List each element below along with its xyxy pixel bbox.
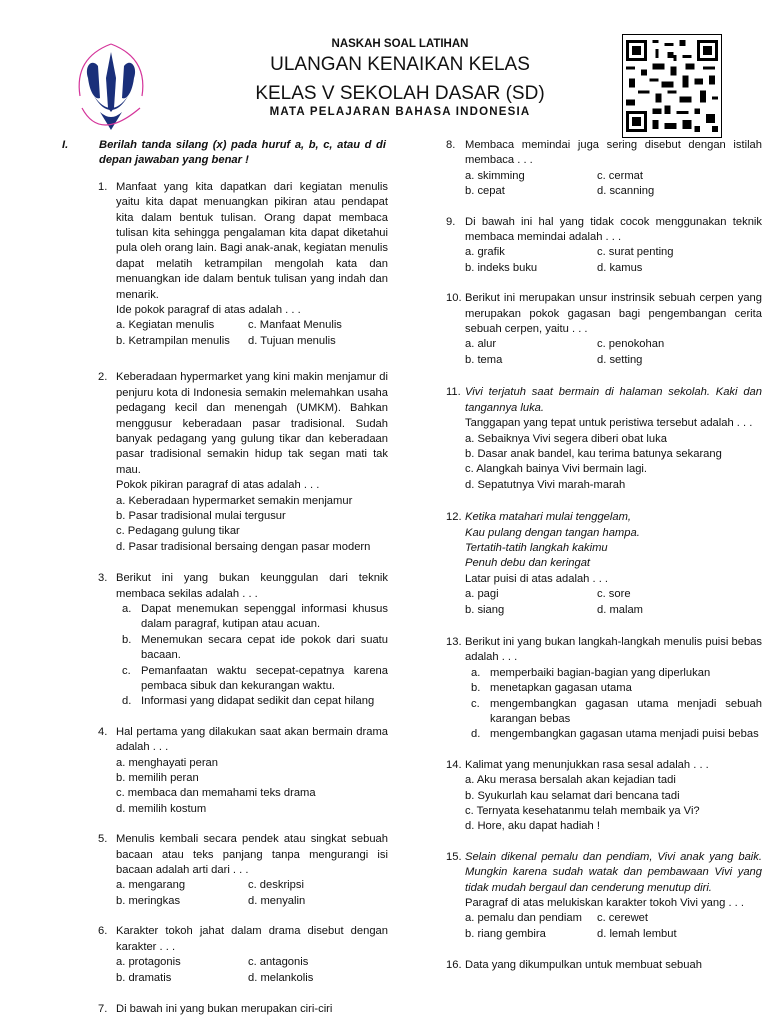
- option-d[interactable]: d. Hore, aku dapat hadiah !: [465, 820, 600, 833]
- question-quote: Selain dikenal pemalu dan pendiam, Vivi anak yang baik. Mungkin karena sudah watak dan pembawaan Vivi yang tidak mudah bergaul dan cenderung menutup diri.: [465, 850, 762, 894]
- option-d[interactable]: d. lemah lembut: [597, 927, 677, 940]
- option-a[interactable]: a. Kegiatan menulis: [116, 319, 215, 332]
- subject-title: MATA PELAJARAN BAHASA INDONESIA: [269, 106, 531, 118]
- title-ulangan: ULANGAN KENAIKAN KELAS: [270, 54, 530, 75]
- question-stem: Berikut ini yang bukan langkah-langkah menulis puisi bebas adalah . . .: [465, 635, 762, 664]
- question-16: [446, 958, 762, 973]
- option-d[interactable]: d. Sepatutnya Vivi marah-marah: [465, 478, 626, 491]
- question-stem: Data yang dikumpulkan untuk membuat sebuah: [465, 959, 702, 972]
- question-number: 4.: [98, 725, 108, 738]
- question-number: 1.: [98, 180, 108, 193]
- option-a[interactable]: a. alur: [465, 338, 497, 351]
- option-text: menetapkan gagasan utama: [490, 682, 632, 695]
- question-number: 3.: [98, 572, 108, 585]
- naskah-label: NASKAH SOAL LATIHAN: [331, 38, 469, 50]
- option-a[interactable]: a. skimming: [465, 169, 525, 182]
- option-b[interactable]: b. tema: [465, 353, 503, 366]
- question-prompt: Ide pokok paragraf di atas adalah . . .: [116, 304, 301, 317]
- option-text: Informasi yang didapat sedikit dan cepat hilang: [141, 695, 375, 708]
- question-1: [98, 180, 388, 349]
- option-letter: c.: [471, 697, 480, 710]
- option-letter: c.: [122, 664, 131, 677]
- question-13: [446, 635, 762, 743]
- question-number: 14.: [446, 758, 462, 771]
- question-number: 10.: [446, 292, 462, 305]
- question-number: 5.: [98, 833, 108, 846]
- instruction-text: Berilah tanda silang (x) pada huruf a, b, c, atau d di depan jawaban yang benar !: [99, 139, 386, 167]
- option-b[interactable]: [116, 633, 388, 664]
- option-a[interactable]: a. Keberadaan hypermarket semakin menjamur: [116, 494, 353, 507]
- option-c[interactable]: c. sore: [597, 588, 631, 601]
- option-c[interactable]: [465, 697, 762, 728]
- question-stem: Di bawah ini hal yang tidak cocok menggunakan teknik membaca memindai adalah . . .: [465, 215, 762, 244]
- question-prompt: Latar puisi di atas adalah . . .: [465, 572, 609, 585]
- option-c[interactable]: c. deskripsi: [248, 879, 304, 892]
- option-letter: b.: [471, 682, 481, 695]
- option-b[interactable]: b. cepat: [465, 185, 505, 198]
- option-b[interactable]: b. Syukurlah kau selamat dari bencana tadi: [465, 789, 680, 802]
- question-stem: Hal pertama yang dilakukan saat akan bermain drama adalah . . .: [116, 725, 388, 754]
- question-15: [446, 850, 762, 942]
- question-stem: Kalimat yang menunjukkan rasa sesal adalah . . .: [465, 758, 709, 771]
- question-2: [98, 370, 388, 555]
- option-d[interactable]: d. menyalin: [248, 894, 306, 907]
- option-a[interactable]: a. Aku merasa bersalah akan kejadian tadi: [465, 774, 676, 787]
- poem-line: Penuh debu dan keringat: [465, 557, 591, 570]
- question-number: 9.: [446, 215, 456, 228]
- question-3: [98, 571, 388, 710]
- option-d[interactable]: [116, 694, 388, 709]
- question-stem: Di bawah ini yang bukan merupakan ciri-ciri: [116, 1002, 333, 1015]
- poem-line: Ketika matahari mulai tenggelam,: [465, 511, 632, 524]
- question-stem: Manfaat yang kita dapatkan dari kegiatan menulis yaitu kita dapat menuangkan pikiran atau pendapat kita dalam bentuk tulisan. Orang dapat membaca tulisan kita sehingga pengalaman kita dapat diketahui pula oleh orang lain. Bagi anak-anak, kegiatan menulis dapat melatih ketrampilan mengolah kata dan menuangkan ide dalam bentuk tulisan yang indah dan menarik.: [116, 180, 388, 301]
- option-a[interactable]: a. mengarang: [116, 879, 186, 892]
- question-number: 2.: [98, 371, 108, 384]
- question-number: 6.: [98, 925, 108, 938]
- option-a[interactable]: [116, 602, 388, 633]
- option-b[interactable]: b. meringkas: [116, 894, 181, 907]
- option-b[interactable]: b. siang: [465, 603, 505, 616]
- option-text: mengembangkan gagasan utama menjadi puisi bebas: [490, 728, 759, 741]
- question-stem: Menulis kembali secara pendek atau singkat sebuah bacaan atau teks panjang tanpa mengurangi isi bacaan adalah arti dari . . .: [116, 833, 388, 877]
- option-letter: a.: [122, 602, 132, 615]
- option-letter: d.: [471, 728, 481, 741]
- option-c[interactable]: c. Alangkah bainya Vivi bermain lagi.: [465, 463, 648, 476]
- left-column: [62, 138, 388, 1032]
- option-c[interactable]: c. surat penting: [597, 246, 674, 259]
- option-text: Menemukan secara cepat ide pokok dari suatu bacaan.: [141, 633, 388, 662]
- poem-line: Kau pulang dengan tangan hampa.: [465, 526, 640, 539]
- question-9: [446, 215, 762, 277]
- question-6: [98, 924, 388, 986]
- option-d[interactable]: d. kamus: [597, 261, 643, 274]
- question-stem: Membaca memindai juga sering disebut dengan istilah membaca . . .: [465, 139, 762, 167]
- option-b[interactable]: b. Ketrampilan menulis: [116, 334, 230, 347]
- question-10: [446, 291, 762, 368]
- option-text: Dapat menemukan sepenggal informasi khusus dalam paragraf, kutipan atau acuan.: [141, 602, 388, 631]
- option-c[interactable]: c. Ternyata kesehatanmu telah membaik ya Vi?: [465, 805, 700, 818]
- option-d[interactable]: d. Tujuan menulis: [248, 334, 336, 347]
- question-number: 15.: [446, 850, 462, 863]
- option-text: mengembangkan gagasan utama menjadi sebuah karangan bebas: [490, 697, 762, 725]
- option-a[interactable]: [465, 666, 762, 681]
- option-b[interactable]: b. indeks buku: [465, 261, 538, 274]
- question-14: [446, 758, 762, 835]
- question-5: [98, 832, 388, 909]
- option-a[interactable]: a. Sebaiknya Vivi segera diberi obat luka: [465, 432, 667, 445]
- option-a[interactable]: a. menghayati peran: [116, 756, 218, 769]
- option-a[interactable]: a. pemalu dan pendiam: [465, 912, 582, 925]
- option-letter: b.: [122, 633, 132, 646]
- option-b[interactable]: [465, 681, 762, 696]
- question-quote: Vivi terjatuh saat bermain di halaman sekolah. Kaki dan tangannya luka.: [465, 386, 762, 414]
- title-kelas: KELAS V SEKOLAH DASAR (SD): [255, 83, 545, 104]
- question-12: [446, 510, 762, 618]
- instruction: [62, 138, 388, 169]
- section-roman: I.: [62, 139, 69, 151]
- question-stem: Keberadaan hypermarket yang kini makin menjamur di penjuru kota di Indonesia semakin melemahkan usaha pedagang kecil dan menengah (UMKM). Bahkan menggusur keberadaan pasar tradisional. Sudah banyak pedagang yang gulung tikar dan keberadaan pasar tradisional semakin hidup tak segan mati tak mau.: [116, 371, 388, 476]
- option-c[interactable]: c. membaca dan memahami teks drama: [116, 787, 316, 800]
- option-a[interactable]: a. protagonis: [116, 956, 181, 969]
- question-stem: Karakter tokoh jahat dalam drama disebut dengan karakter . . .: [116, 925, 388, 953]
- question-4: [98, 725, 388, 817]
- option-d[interactable]: d. Pasar tradisional bersaing dengan pasar modern: [116, 540, 371, 553]
- option-letter: a.: [471, 666, 481, 679]
- option-a[interactable]: a. pagi: [465, 588, 499, 601]
- question-number: 8.: [446, 139, 456, 151]
- question-number: 11.: [446, 386, 461, 399]
- question-prompt: Tanggapan yang tepat untuk peristiwa tersebut adalah . . .: [465, 417, 753, 430]
- option-d[interactable]: d. memilih kostum: [116, 802, 207, 815]
- question-7: [98, 1002, 388, 1017]
- option-d[interactable]: [465, 727, 762, 742]
- option-d[interactable]: d. melankolis: [248, 971, 314, 984]
- option-d[interactable]: d. scanning: [597, 185, 655, 198]
- option-c[interactable]: [116, 664, 388, 695]
- option-d[interactable]: d. malam: [597, 603, 644, 616]
- right-column: [446, 138, 762, 989]
- option-a[interactable]: a. grafik: [465, 246, 505, 259]
- option-c[interactable]: c. penokohan: [597, 338, 665, 351]
- question-stem: Berikut ini yang bukan keunggulan dari teknik membaca sekilas adalah . . .: [116, 572, 388, 600]
- question-prompt: Paragraf di atas melukiskan karakter tokoh Vivi yang . . .: [465, 897, 744, 910]
- question-8: [446, 138, 762, 200]
- question-number: 12.: [446, 511, 462, 524]
- poem-line: Tertatih-tatih langkah kakimu: [465, 541, 608, 554]
- question-number: 7.: [98, 1002, 108, 1015]
- question-number: 13.: [446, 635, 462, 648]
- question-11: [446, 385, 762, 493]
- option-c[interactable]: c. Manfaat Menulis: [248, 319, 342, 332]
- option-b[interactable]: b. Dasar anak bandel, kau terima batunya sekarang: [465, 447, 722, 460]
- qr-code: [622, 34, 722, 138]
- option-d[interactable]: d. setting: [597, 353, 643, 366]
- option-c[interactable]: c. Pedagang gulung tikar: [116, 525, 240, 538]
- option-text: Pemanfaatan waktu secepat-cepatnya karena pembaca sibuk dan kekurangan waktu.: [141, 664, 388, 692]
- bimbingan-belajar-logo: [70, 38, 152, 148]
- question-prompt: Pokok pikiran paragraf di atas adalah . . .: [116, 479, 320, 492]
- option-b[interactable]: b. riang gembira: [465, 927, 546, 940]
- option-letter: d.: [122, 695, 132, 708]
- option-text: memperbaiki bagian-bagian yang diperlukan: [490, 666, 711, 679]
- option-b[interactable]: b. memilih peran: [116, 772, 199, 785]
- option-b[interactable]: b. Pasar tradisional mulai tergusur: [116, 509, 286, 522]
- question-number: 16.: [446, 959, 462, 972]
- question-stem: Berikut ini merupakan unsur instrinsik sebuah cerpen yang merupakan pokok gagasan bagi pengembangan cerita sebuah cerpen, yaitu . . .: [465, 292, 762, 336]
- option-c[interactable]: c. antagonis: [248, 956, 309, 969]
- option-c[interactable]: c. cermat: [597, 169, 644, 182]
- option-c[interactable]: c. cerewet: [597, 912, 648, 925]
- option-b[interactable]: b. dramatis: [116, 971, 172, 984]
